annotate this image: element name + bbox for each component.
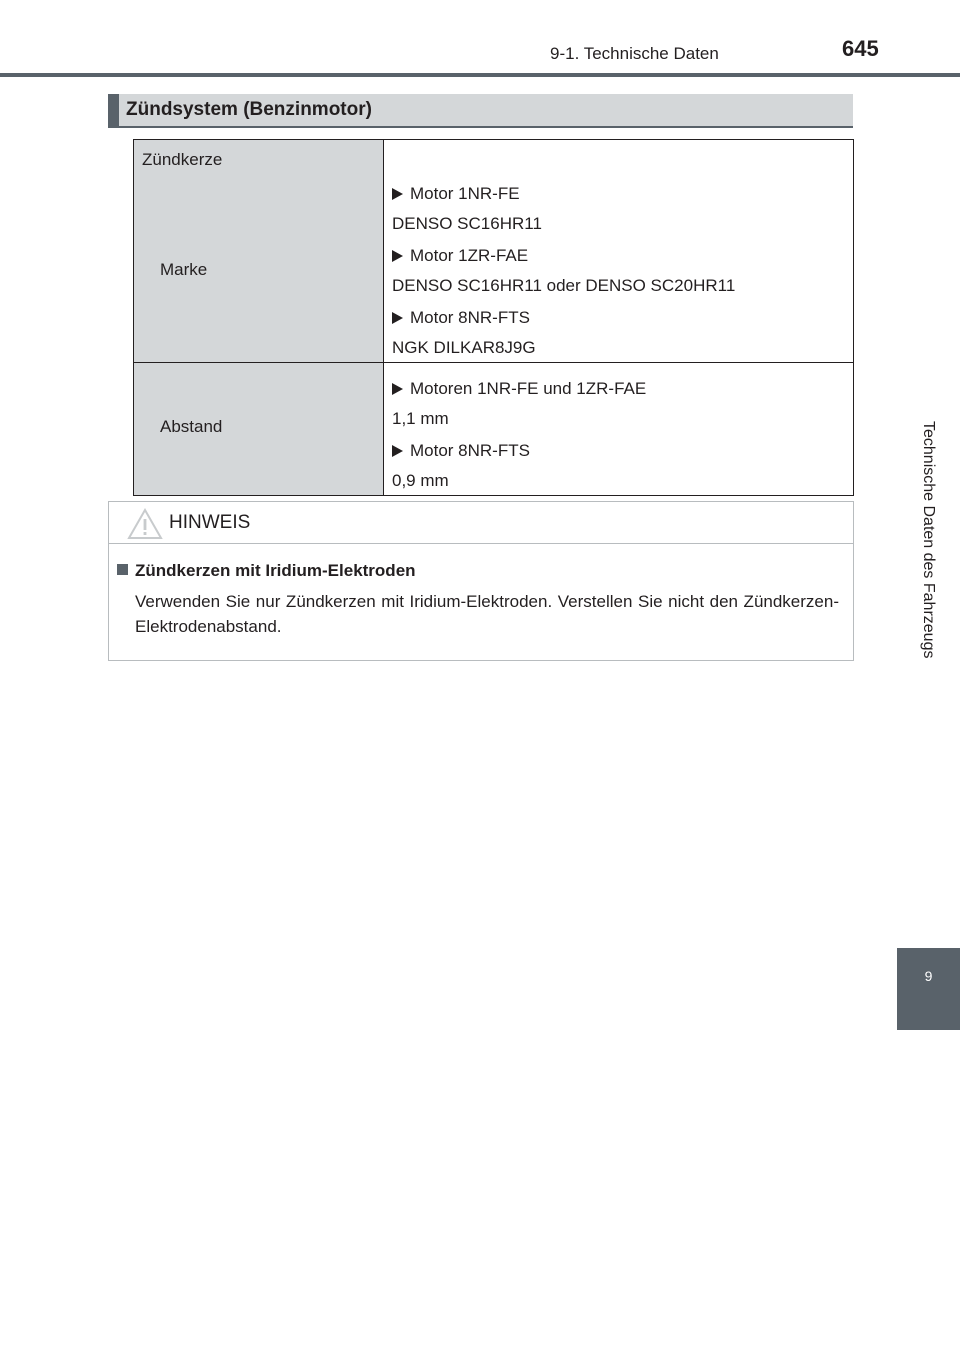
engine-label: Motoren 1NR-FE und 1ZR-FAE [410,379,647,398]
engine-label: Motor 1NR-FE [410,184,520,203]
engine-entry [392,439,853,463]
table-row-brand [134,140,854,363]
label-gap: Abstand [160,417,223,436]
arrow-right-icon [392,383,403,395]
page-number: 645 [842,36,879,61]
engine-value: 1,1 mm [392,409,449,428]
label-spark-plug: Zündkerze [142,150,223,169]
notice-subheading: Zündkerzen mit Iridium-Elektroden [135,561,416,580]
arrow-right-icon [392,445,403,457]
engine-entry [392,244,853,268]
notice-header [109,502,853,544]
arrow-right-icon [392,250,403,262]
side-tab-label: Technische Daten des Fahrzeugs [920,421,937,659]
header-section-title: 9-1. Technische Daten [550,44,719,63]
engine-entry [392,377,853,401]
engine-label: Motor 8NR-FTS [410,441,530,460]
notice-box [108,501,854,661]
engine-value: DENSO SC16HR11 oder DENSO SC20HR11 [392,276,736,295]
square-bullet-icon [117,564,128,575]
section-header-bar [108,94,119,126]
chapter-number: 9 [924,968,933,984]
arrow-right-icon [392,188,403,200]
header-rule [0,73,960,77]
engine-entry [392,182,853,206]
section-title: Zündsystem (Benzinmotor) [126,99,372,120]
label-brand: Marke [160,260,208,279]
engine-label: Motor 1ZR-FAE [410,246,529,265]
section-header [108,94,853,128]
notice-label: HINWEIS [169,512,251,533]
value-cell-gap [384,363,854,496]
engine-label: Motor 8NR-FTS [410,308,530,327]
table-row-gap [134,363,854,496]
chapter-tab [897,948,960,1030]
spec-table [133,139,854,496]
engine-value: 0,9 mm [392,471,449,490]
notice-body: Verwenden Sie nur Zündkerzen mit Iridium-Elektroden. Verstellen Sie nicht den Zündkerzen-Elektrodenabstand. [135,592,839,636]
engine-value: NGK DILKAR8J9G [392,338,536,357]
engine-entry [392,306,853,330]
arrow-right-icon [392,312,403,324]
value-cell-brand [384,140,854,363]
warning-triangle-icon [127,508,163,540]
side-tab [897,140,960,930]
engine-value: DENSO SC16HR11 [392,214,542,233]
label-cell-gap [134,363,384,496]
label-cell-brand [134,140,384,363]
